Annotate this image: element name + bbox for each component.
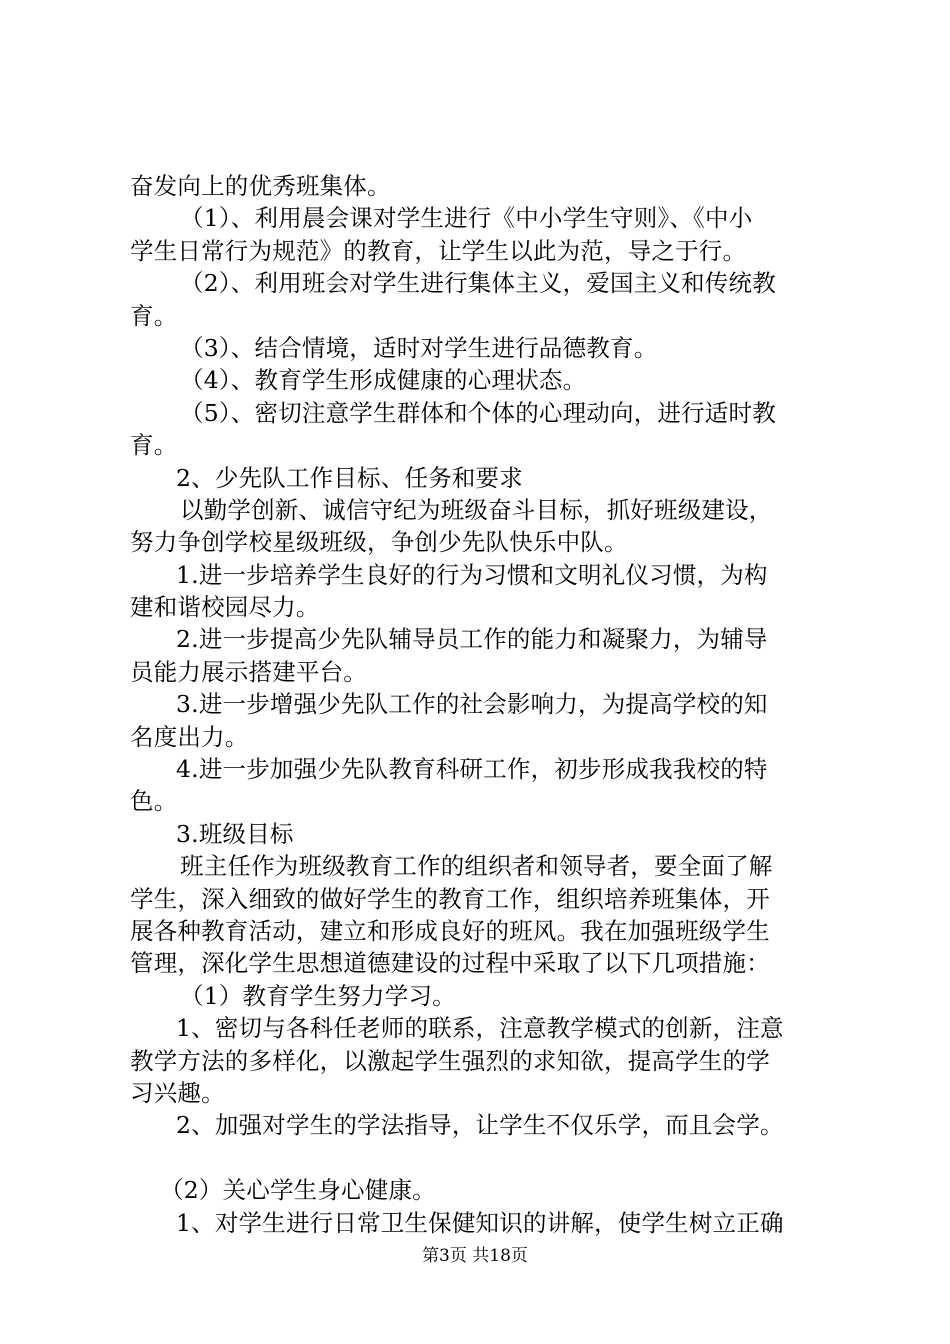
text-line: 习兴趣。 — [130, 1078, 225, 1107]
text-line: 学生日常行为规范》的教育，让学生以此为范，导之于行。 — [130, 236, 747, 265]
text-line: 1、对学生进行日常卫生保健知识的讲解，使学生树立正确 — [176, 1208, 784, 1237]
text-line: （4）、教育学生形成健康的心理状态。 — [180, 366, 587, 395]
text-line: （3）、结合情境，适时对学生进行品德教育。 — [180, 333, 658, 362]
text-line: 学生，深入细致的做好学生的教育工作，组织培养班集体，开 — [130, 884, 770, 913]
text-line: 2、少先队工作目标、任务和要求 — [176, 463, 523, 492]
text-line: 展各种教育活动，建立和形成良好的班风。我在加强班级学生 — [130, 916, 770, 945]
blank-line — [130, 1142, 832, 1174]
text-line: 奋发向上的优秀班集体。 — [130, 172, 391, 200]
page-number: 第3页 共18页 — [422, 1246, 528, 1266]
text-line: 1、密切与各科任老师的联系，注意教学模式的创新，注意 — [176, 1014, 784, 1043]
text-line: （5）、密切注意学生群体和个体的心理动向，进行适时教 — [180, 398, 776, 427]
text-line: 管理，深化学生思想道德建设的过程中采取了以下几项措施： — [130, 949, 770, 978]
text-line: 3.班级目标 — [176, 819, 294, 848]
text-line: 班主任作为班级教育工作的组织者和领导者，要全面了解 — [180, 852, 773, 881]
text-line: 以勤学创新、诚信守纪为班级奋斗目标，抓好班级建设， — [180, 495, 773, 524]
text-line: （1）、利用晨会课对学生进行《中小学生守则》、《中小 — [180, 204, 753, 233]
text-line: 育。 — [130, 301, 178, 330]
text-line: （1）教育学生努力学习。 — [180, 981, 456, 1010]
text-line: 2、加强对学生的学法指导，让学生不仅乐学，而且会学。 — [176, 1111, 784, 1140]
page-footer — [0, 1241, 950, 1266]
text-line: 努力争创学校星级班级，争创少先队快乐中队。 — [130, 528, 628, 557]
text-line: 1.进一步培养学生良好的行为习惯和文明礼仪习惯，为构 — [176, 560, 768, 589]
text-line: 名度出力。 — [130, 722, 249, 751]
text-line: 色。 — [130, 787, 178, 816]
document-body — [130, 170, 832, 1239]
text-line: 2.进一步提高少先队辅导员工作的能力和凝聚力，为辅导 — [176, 625, 768, 654]
text-line: 员能力展示搭建平台。 — [130, 657, 367, 686]
text-line: （2）关心学生身心健康。 — [160, 1176, 436, 1205]
text-line: 建和谐校园尽力。 — [130, 593, 320, 622]
text-line: 4.进一步加强少先队教育科研工作，初步形成我我校的特 — [176, 755, 768, 784]
text-line: 育。 — [130, 431, 178, 460]
text-line: （2）、利用班会对学生进行集体主义，爱国主义和传统教 — [180, 269, 776, 298]
text-line: 教学方法的多样化，以激起学生强烈的求知欲，提高学生的学 — [130, 1046, 770, 1075]
text-line: 3.进一步增强少先队工作的社会影响力，为提高学校的知 — [176, 690, 768, 719]
